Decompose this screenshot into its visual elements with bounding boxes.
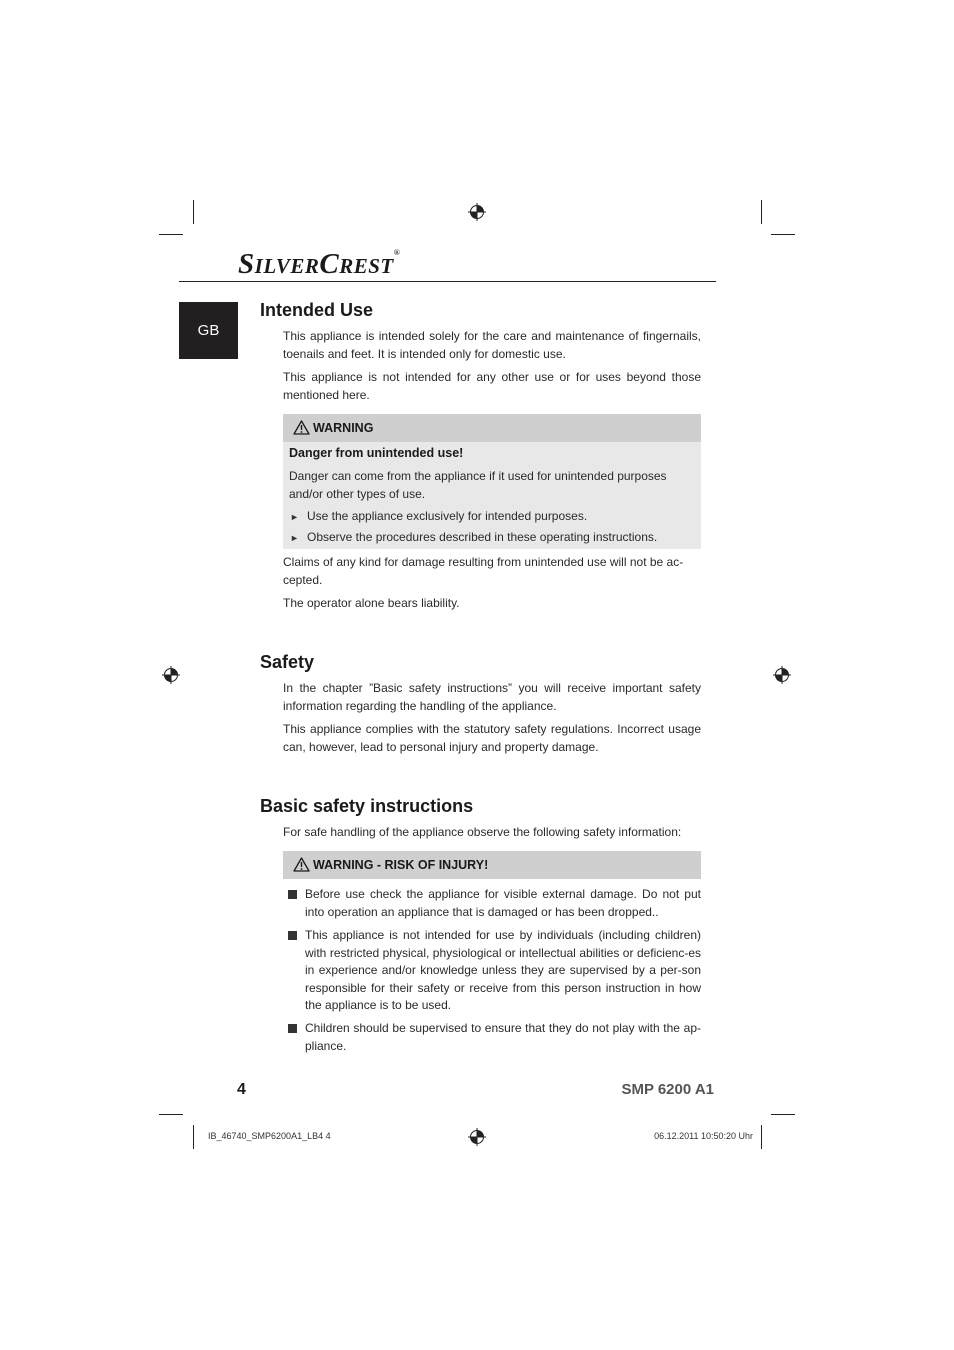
registration-mark-icon xyxy=(468,1128,486,1146)
warning-triangle-icon xyxy=(293,420,310,435)
registration-mark-icon xyxy=(773,666,791,684)
intended-use-paragraph: The operator alone bears liability. xyxy=(283,596,460,610)
intended-use-heading: Intended Use xyxy=(260,300,374,320)
language-tab: GB xyxy=(179,302,238,359)
intended-use-paragraph: This appliance is intended solely for the care and maintenance of fingernails, toenails and feet. It is intended only for domestic use. xyxy=(283,329,701,361)
arrow-bullet-icon: ► xyxy=(290,533,299,543)
crop-mark xyxy=(193,200,194,224)
header-rule xyxy=(179,281,716,282)
crop-mark xyxy=(771,1114,795,1115)
safety-paragraph: This appliance complies with the statutory safety regulations. Incorrect usage can, however, lead to personal injury and property damage. xyxy=(283,722,701,754)
safety-list-item: This appliance is not intended for use by individuals (including children) with restricted physical, physiological or intellectual abilities or deficienc-es in experience and/or knowledge unless they are supervised by a per-son responsible for their safety or receive from this person instruction in how the appliance is to be used. xyxy=(305,928,701,1012)
safety-list-item: Before use check the appliance for visible external damage. Do not put into operation an appliance that is damaged or has been dropped.. xyxy=(305,887,701,919)
print-slug-left: IB_46740_SMP6200A1_LB4 4 xyxy=(208,1131,331,1141)
warning-header xyxy=(283,851,701,879)
intended-use-paragraph: This appliance is not intended for any other use or for uses beyond those mentioned here. xyxy=(283,370,701,402)
crop-mark xyxy=(193,1125,194,1149)
warning-label: WARNING xyxy=(313,421,374,435)
brand-logo: SILVERCREST® xyxy=(238,248,401,280)
safety-heading: Safety xyxy=(260,652,315,672)
square-bullet-icon xyxy=(288,890,297,899)
intended-use-paragraph: Claims of any kind for damage resulting from unintended use will not be ac-cepted. xyxy=(283,555,684,587)
warning-title: Danger from unintended use! xyxy=(289,446,464,460)
registration-mark-icon xyxy=(162,666,180,684)
warning-label: WARNING - RISK OF INJURY! xyxy=(313,858,489,872)
crop-mark xyxy=(771,234,795,235)
crop-mark xyxy=(761,1125,762,1149)
crop-mark xyxy=(159,1114,183,1115)
safety-list-item: Children should be supervised to ensure that they do not play with the ap-pliance. xyxy=(305,1021,701,1053)
crop-mark xyxy=(761,200,762,224)
model-number: SMP 6200 A1 xyxy=(621,1081,714,1098)
basic-safety-intro: For safe handling of the appliance observe the following safety information: xyxy=(283,825,682,839)
page-number: 4 xyxy=(237,1081,246,1098)
warning-text: Danger can come from the appliance if it used for unintended purposes and/or other types of use. xyxy=(289,469,667,501)
crop-mark xyxy=(159,234,183,235)
warning-bullet: Use the appliance exclusively for intended purposes. xyxy=(307,509,588,523)
safety-paragraph: In the chapter ”Basic safety instructions” you will receive important safety information regarding the handling of the appliance. xyxy=(283,681,701,713)
warning-bullet: Observe the procedures described in these operating instructions. xyxy=(307,530,658,544)
print-slug-right: 06.12.2011 10:50:20 Uhr xyxy=(654,1131,753,1141)
square-bullet-icon xyxy=(288,931,297,940)
warning-body xyxy=(283,442,701,549)
basic-safety-heading: Basic safety instructions xyxy=(260,796,474,816)
arrow-bullet-icon: ► xyxy=(290,512,299,522)
warning-header xyxy=(283,414,701,442)
warning-triangle-icon xyxy=(293,857,310,872)
registration-mark-icon xyxy=(468,203,486,221)
square-bullet-icon xyxy=(288,1024,297,1033)
